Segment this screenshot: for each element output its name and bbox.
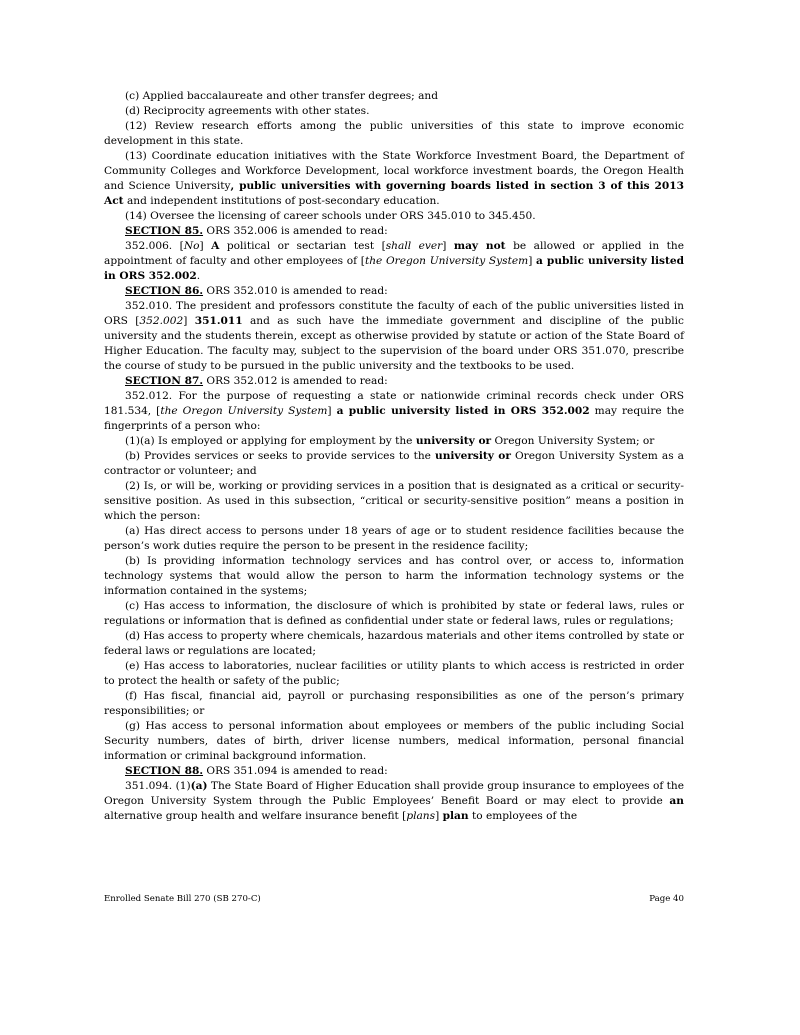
text-run: 352.010. The president and professors constitute the faculty of each of the public universities listed in ORS [ (104, 300, 684, 327)
text-run: may require the fingerprints of a person who: (104, 405, 684, 432)
text-run: ] (199, 240, 212, 252)
text-run: No (183, 240, 200, 252)
text-run: the Oregon University System (364, 255, 529, 267)
paragraph (104, 374, 684, 389)
paragraph (104, 119, 684, 149)
paragraph (104, 209, 684, 224)
text-run: 352.006. [ (125, 240, 184, 252)
text-run: (13) Coordinate education initiatives with the State Workforce Investment Board, the Department of Community Colleges and Workforce Development, local workforce investment boards, the Oregon Health and Science University (104, 150, 684, 192)
paragraph (104, 689, 684, 719)
text-run: (a) Has direct access to persons under 18 years of age or to student residence facilities because the person’s work duties require the person to be present in the residence facility; (104, 525, 684, 552)
text-run: to employees of the (468, 810, 578, 822)
text-run: (14) Oversee the licensing of career schools under ORS 345.010 to 345.450. (125, 210, 536, 222)
text-run: plan (442, 810, 469, 822)
paragraph (104, 779, 684, 824)
text-run: , public universities with governing boards listed in section 3 of this 2013 Act (104, 180, 684, 207)
text-run: (12) Review research efforts among the public universities of this state to improve economic development in this state. (104, 120, 684, 147)
text-run: (c) Applied baccalaureate and other transfer degrees; and (125, 90, 439, 102)
paragraph (104, 284, 684, 299)
text-run: and as such have the immediate government and discipline of the public university and the students therein, except as otherwise provided by statute or action of the State Board of Higher Education. The faculty may, subject to the supervision of the board under ORS 351.070, prescribe the course of study to be pursued in the public university and the textbooks to be used. (104, 315, 684, 372)
text-run: (f) Has fiscal, financial aid, payroll or purchasing responsibilities as one of the person’s primary responsibilities; or (104, 690, 684, 717)
text-run: (1)(a) Is employed or applying for employment by the (125, 435, 416, 447)
text-run: 351.011 (194, 315, 243, 327)
text-run: 352.012. For the purpose of requesting a state or nationwide criminal records check under ORS 181.534, [ (104, 390, 684, 417)
text-run: ] (442, 240, 454, 252)
text-run: ] (327, 405, 337, 417)
paragraph (104, 89, 684, 104)
paragraph (104, 449, 684, 479)
text-run: ] (528, 255, 537, 267)
text-run: ] (183, 315, 195, 327)
text-run: the Oregon University System (160, 405, 328, 417)
text-run: (g) Has access to personal information about employees or members of the public including Social Security numbers, dates of birth, driver license numbers, medical information, personal financial information or criminal background information. (104, 720, 684, 762)
section-heading: SECTION 86. (125, 285, 204, 297)
paragraph (104, 719, 684, 764)
text-run: alternative group health and welfare insurance benefit [ (104, 810, 407, 822)
text-run: (b) Provides services or seeks to provide services to the (125, 450, 435, 462)
paragraph (104, 224, 684, 239)
text-run: be allowed or applied in the appointment of faculty and other employees of [ (104, 240, 684, 267)
text-run: may not (453, 240, 506, 252)
text-run: ORS 352.006 is amended to read: (203, 225, 388, 237)
text-run: political or sectarian test [ (219, 240, 386, 252)
text-run: 352.002 (139, 315, 184, 327)
text-run: . (196, 270, 201, 282)
text-run: ORS 352.012 is amended to read: (203, 375, 388, 387)
section-heading: SECTION 85. (125, 225, 204, 237)
page-number: Page 40 (649, 894, 684, 904)
paragraph (104, 629, 684, 659)
section-heading: SECTION 87. (125, 375, 204, 387)
text-run: ORS 352.010 is amended to read: (203, 285, 388, 297)
paragraph (104, 299, 684, 374)
bill-text (104, 89, 684, 824)
text-run: (a) (190, 780, 208, 792)
text-run: (d) Reciprocity agreements with other states. (125, 105, 370, 117)
text-run: ] (435, 810, 443, 822)
text-run: ORS 351.094 is amended to read: (203, 765, 388, 777)
paragraph (104, 479, 684, 524)
paragraph (104, 149, 684, 209)
text-run: an (669, 795, 684, 807)
text-run: (c) Has access to information, the disclosure of which is prohibited by state or federal laws, rules or regulations or information that is defined as confidential under state or federal laws, rules or regulations; (104, 600, 684, 627)
text-run: (2) Is, or will be, working or providing services in a position that is designated as a critical or security-sensitive position. As used in this subsection, “critical or security-sensitive position” means a position in which the person: (104, 480, 684, 522)
text-run: shall ever (385, 240, 443, 252)
text-run: A (211, 240, 220, 252)
paragraph (104, 524, 684, 554)
text-run: (e) Has access to laboratories, nuclear facilities or utility plants to which access is restricted in order to protect the health or safety of the public; (104, 660, 684, 687)
text-run: (b) Is providing information technology services and has control over, or access to, information technology systems that would allow the person to harm the information technology systems or the information contained in the systems; (104, 555, 684, 597)
text-run: Oregon University System as a contractor or volunteer; and (104, 450, 684, 477)
paragraph (104, 659, 684, 689)
paragraph (104, 764, 684, 779)
section-heading: SECTION 88. (125, 765, 204, 777)
bill-title-footer: Enrolled Senate Bill 270 (SB 270-C) (104, 894, 261, 904)
text-run: university or (435, 450, 511, 462)
paragraph (104, 434, 684, 449)
paragraph (104, 554, 684, 599)
text-run: Oregon University System; or (491, 435, 655, 447)
text-run: and independent institutions of post-secondary education. (123, 195, 440, 207)
text-run: 351.094. (1) (125, 780, 191, 792)
text-run: a public university listed in ORS 352.002 (336, 405, 590, 417)
page-footer (104, 894, 684, 904)
paragraph (104, 389, 684, 434)
text-run: university or (415, 435, 492, 447)
paragraph (104, 599, 684, 629)
text-run: plans (406, 810, 436, 822)
paragraph (104, 104, 684, 119)
text-run: a public university listed in ORS 352.002 (104, 255, 684, 282)
text-run: The State Board of Higher Education shall provide group insurance to employees of the Oregon University System through the Public Employees’ Benefit Board or may elect to provide (104, 780, 684, 807)
text-run: (d) Has access to property where chemicals, hazardous materials and other items controlled by state or federal laws or regulations are located; (104, 630, 684, 657)
paragraph (104, 239, 684, 284)
